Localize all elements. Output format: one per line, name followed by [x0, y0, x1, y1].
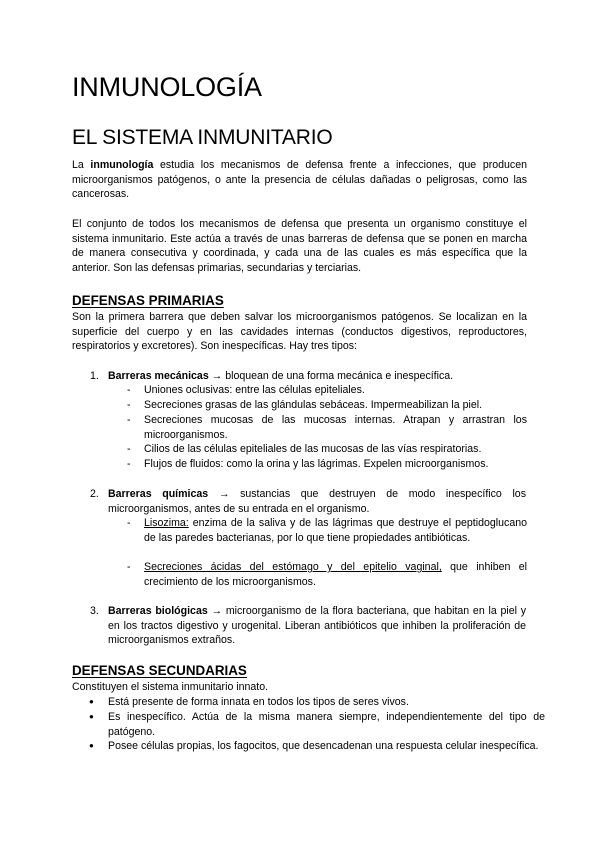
list-number: 3. — [90, 605, 99, 617]
intro-paragraph-2: El conjunto de todos los mecanismos de defensa que presenta un organismo constituye el sistema inmunitario. Este actúa a través de unas barreras de defensa que se ponen en marcha de manera consecutiva y coordinada, y cada una de las cuales es más específica que la anterior. Son las defensas primarias, secundarias y terciarias. — [72, 218, 527, 274]
bullet-marker: ● — [89, 741, 94, 750]
heading-defensas-secundarias: DEFENSAS SECUNDARIAS — [72, 663, 247, 678]
intro-paragraph-1 — [72, 158, 527, 202]
item-term: Barreras químicas — [108, 488, 209, 500]
list-item-barreras-mecanicas — [108, 369, 526, 384]
bullet-marker: ● — [89, 712, 94, 721]
dash-marker: - — [127, 458, 131, 470]
sub-item: Secreciones grasas de las glándulas sebáceas. Impermeabilizan la piel. — [144, 399, 483, 411]
list-item-barreras-quimicas — [108, 487, 526, 516]
sub-item: Secreciones mucosas de las mucosas internas. Atrapan y arrastran los microorganismos. — [144, 414, 527, 441]
item-text: → sustancias que destruyen de modo inespecífico los microorganismos, antes de su entrada en el organismo. — [108, 488, 526, 515]
item-text: → microorganismo de la flora bacteriana, que habitan en la piel y en los tractos digestivo y urogenital. Liberan antibióticos que inhiben la proliferación de microorganismos extraños. — [108, 605, 526, 647]
list-item-barreras-biologicas — [108, 604, 526, 648]
item-term: Barreras mecánicas — [108, 370, 209, 382]
sub-item: Flujos de fluidos: como la orina y las lágrimas. Expelen microorganismos. — [144, 458, 489, 470]
list-number: 2. — [90, 488, 99, 500]
underlined-term: Lisozima: — [144, 517, 189, 529]
primarias-intro: Son la primera barrera que deben salvar los microorganismos patógenos. Se localizan en la superficie del cuerpo y en las cavidades internas (conductos digestivos, reproductores, respiratorios y excretores). Son inespecíficas. Hay tres tipos: — [72, 311, 527, 353]
sub-item-text: que inhiben el crecimiento de los microorganismos. — [144, 561, 527, 588]
sub-item-secreciones-acidas — [144, 560, 527, 589]
bullet-item: Está presente de forma innata en todos los tipos de seres vivos. — [108, 696, 409, 708]
bullet-item: Posee células propias, los fagocitos, que desencadenan una respuesta celular inespecífica. — [108, 740, 539, 752]
sub-item: Uniones oclusivas: entre las células epiteliales. — [144, 384, 365, 396]
page-title: INMUNOLOGÍA — [72, 72, 262, 102]
list-number: 1. — [90, 370, 99, 382]
bullet-marker: ● — [89, 697, 94, 706]
secundarias-intro: Constituyen el sistema inmunitario innato. — [72, 681, 269, 693]
sub-item-lisozima — [144, 516, 527, 545]
dash-marker: - — [127, 414, 131, 426]
dash-marker: - — [127, 399, 131, 411]
heading-defensas-primarias: DEFENSAS PRIMARIAS — [72, 293, 224, 308]
intro-text: La — [72, 159, 91, 171]
underlined-term: Secreciones ácidas del estómago y del epitelio vaginal, — [144, 561, 442, 573]
item-term: Barreras biológicas — [108, 605, 208, 617]
bullet-item: Es inespecífico. Actúa de la misma manera siempre, independientemente del tipo de patógeno. — [108, 711, 545, 738]
section-title: EL SISTEMA INMUNITARIO — [72, 126, 333, 149]
sub-item-text: enzima de la saliva y de las lágrimas que destruye el peptidoglucano de las paredes bacterianas, por lo que tiene propiedades antibióticas. — [144, 517, 527, 544]
dash-marker: - — [127, 517, 131, 529]
intro-text: estudia los mecanismos de defensa frente a infecciones, que producen microorganismos patógenos, o ante la presencia de células dañadas o peligrosas, como las cancerosas. — [72, 159, 527, 201]
sub-item: Cilios de las células epiteliales de las mucosas de las vías respiratorias. — [144, 443, 482, 455]
intro-bold-term: inmunología — [90, 159, 154, 171]
item-text: → bloquean de una forma mecánica e inespecífica. — [208, 370, 454, 382]
dash-marker: - — [127, 443, 131, 455]
dash-marker: - — [127, 384, 131, 396]
dash-marker: - — [127, 561, 131, 573]
